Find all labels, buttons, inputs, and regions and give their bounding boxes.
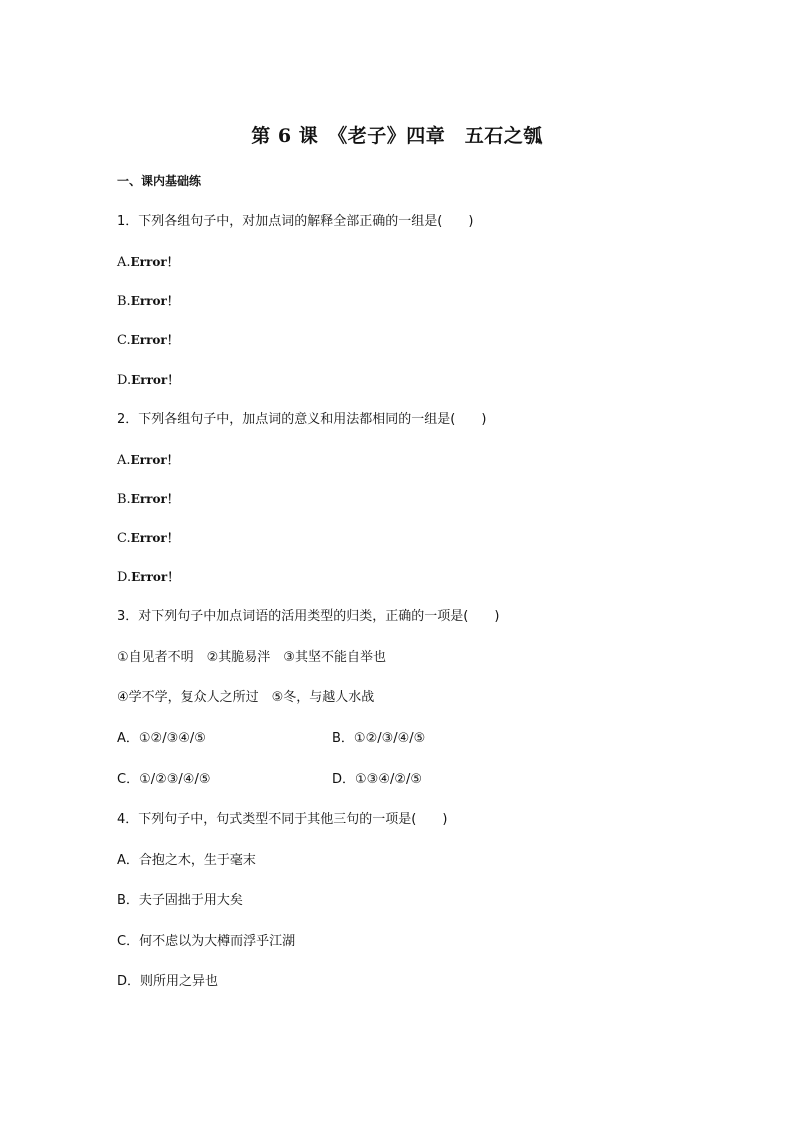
question-4-stem: 4．下列句子中，句式类型不同于其他三句的一项是( ) — [117, 812, 448, 827]
question-2-option-b: B.Error！ — [117, 492, 179, 507]
question-3-option-d: D．①③④/②/⑤ — [332, 772, 423, 787]
question-1-option-c: C.Error！ — [117, 333, 179, 348]
question-3-option-c: C．①/②③/④/⑤ — [117, 772, 211, 787]
question-3-sentences-line-2: ④学不学，复众人之所过 ⑤冬，与越人水战 — [117, 690, 375, 705]
question-2-option-a: A.Error！ — [117, 453, 179, 468]
question-3-option-b: B．①②/③/④/⑤ — [332, 731, 426, 746]
question-4-option-c: C．何不虑以为大樽而浮乎江湖 — [117, 934, 296, 949]
question-4-option-a: A．合抱之木，生于毫末 — [117, 853, 256, 868]
question-1-option-a: A.Error！ — [117, 255, 179, 270]
question-1-option-d: D.Error！ — [117, 373, 180, 388]
section-heading: 一、课内基础练 — [117, 174, 202, 188]
question-2-stem: 2．下列各组句子中，加点词的意义和用法都相同的一组是( ) — [117, 412, 487, 427]
question-3-sentences-line-1: ①自见者不明 ②其脆易泮 ③其坚不能自举也 — [117, 650, 386, 665]
question-1-option-b: B.Error！ — [117, 294, 179, 309]
question-3-option-a: A．①②/③④/⑤ — [117, 731, 206, 746]
question-1-stem: 1．下列各组句子中，对加点词的解释全部正确的一组是( ) — [117, 214, 474, 229]
question-2-option-d: D.Error！ — [117, 570, 180, 585]
question-4-option-d: D．则所用之异也 — [117, 974, 219, 989]
question-3-stem: 3．对下列句子中加点词语的活用类型的归类，正确的一项是( ) — [117, 609, 500, 624]
lesson-title: 第 6 课 《老子》四章 五石之瓠 — [251, 125, 543, 147]
question-2-option-c: C.Error！ — [117, 531, 179, 546]
question-4-option-b: B．夫子固拙于用大矣 — [117, 893, 243, 908]
